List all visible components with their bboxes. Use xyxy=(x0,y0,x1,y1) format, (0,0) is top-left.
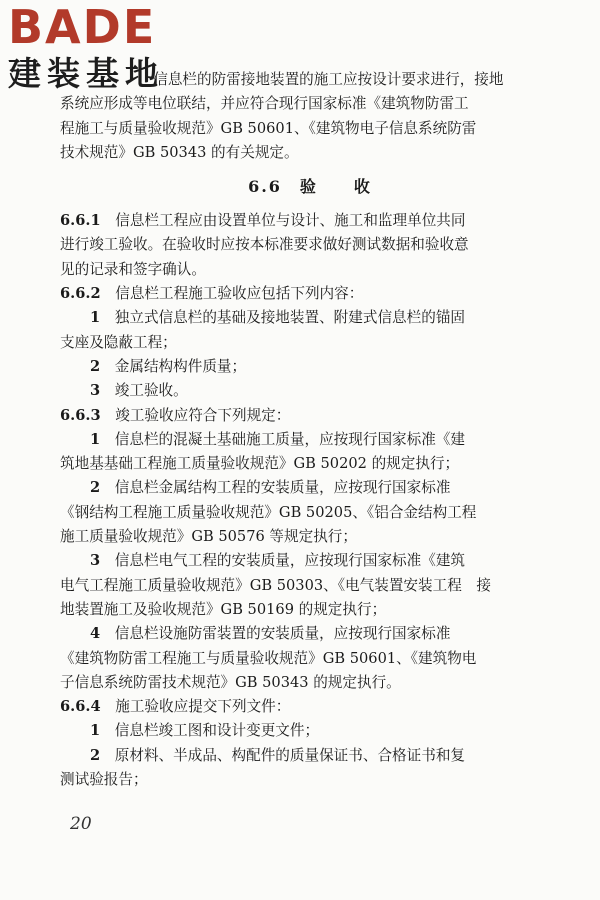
list-item-cont: 子信息系统防雷技术规范》GB 50343 的规定执行。 xyxy=(60,673,401,691)
item-text: 独立式信息栏的基础及接地装置、附建式信息栏的锚固 xyxy=(114,309,466,327)
clause-text: 信息栏工程应由设置单位与设计、施工和监理单位共同 xyxy=(115,212,466,230)
list-item-cont: 电气工程施工质量验收规范》GB 50303、《电气装置安装工程 接 xyxy=(60,576,491,594)
clause-number: 6.6.2 xyxy=(60,285,101,303)
list-item-cont: 地装置施工及验收规范》GB 50169 的规定执行； xyxy=(60,600,387,618)
list-item-cont: 支座及隐蔽工程； xyxy=(60,333,177,351)
item-number: 4 xyxy=(90,625,101,643)
list-item-cont: 施工质量验收规范》GB 50576 等规定执行； xyxy=(60,528,357,546)
clause-number: 6.6.4 xyxy=(60,698,101,716)
list-item-cont: 筑地基基础工程施工质量验收规范》GB 50202 的规定执行； xyxy=(60,455,460,473)
logo-brand-cn: 建装基地 xyxy=(8,54,164,93)
clause-number: 6.6.3 xyxy=(60,406,101,424)
list-item xyxy=(60,744,560,768)
item-number: 2 xyxy=(90,357,101,375)
paragraph-line: 程施工与质量验收规范》GB 50601、《建筑物电子信息系统防雷 xyxy=(60,119,477,137)
item-number: 1 xyxy=(90,430,101,448)
item-number: 3 xyxy=(90,552,101,570)
list-item xyxy=(60,428,560,452)
clause-line xyxy=(60,695,560,719)
item-text: 信息栏电气工程的安装质量，应按现行国家标准《建筑 xyxy=(114,552,466,570)
clause-text: 信息栏的防雷接地装置的施工应按设计要求进行，接地 xyxy=(153,71,504,88)
list-item xyxy=(60,719,560,743)
clause-line xyxy=(60,404,560,428)
list-item xyxy=(60,549,560,573)
item-number: 3 xyxy=(90,382,101,400)
clause-text: 施工验收应提交下列文件： xyxy=(115,698,291,716)
item-number: 1 xyxy=(90,309,101,327)
item-number: 2 xyxy=(90,479,101,497)
bade-logo xyxy=(8,2,178,102)
clause-number: 6.6.1 xyxy=(60,212,101,230)
item-text: 金属结构构件质量； xyxy=(114,357,247,375)
item-text: 信息栏设施防雷装置的安装质量，应按现行国家标准 xyxy=(114,625,451,643)
item-text: 信息栏的混凝土基础施工质量，应按现行国家标准《建 xyxy=(114,430,466,448)
list-item xyxy=(60,306,560,330)
item-text: 原材料、半成品、构配件的质量保证书、合格证书和复 xyxy=(114,746,466,764)
item-text: 信息栏金属结构工程的安装质量，应按现行国家标准 xyxy=(114,479,451,497)
clause-line xyxy=(60,209,560,233)
item-text: 信息栏竣工图和设计变更文件； xyxy=(114,722,320,740)
list-item-cont: 《钢结构工程施工质量验收规范》GB 50205、《铝合金结构工程 xyxy=(60,503,477,521)
item-text: 竣工验收。 xyxy=(114,382,188,400)
section-title: 6.6 验 收 xyxy=(248,177,372,197)
document-body xyxy=(60,68,560,792)
item-number: 1 xyxy=(90,722,101,740)
list-item-cont: 测试验报告； xyxy=(60,771,148,789)
list-item xyxy=(60,355,560,379)
page-number: 20 xyxy=(70,814,92,834)
list-item xyxy=(60,379,560,403)
item-number: 2 xyxy=(90,746,101,764)
clause-line: 见的记录和签字确认。 xyxy=(60,260,206,278)
clause-text: 信息栏工程施工验收应包括下列内容： xyxy=(115,285,364,303)
paragraph-line: 技术规范》GB 50343 的有关规定。 xyxy=(60,143,299,161)
list-item xyxy=(60,622,560,646)
clause-line xyxy=(60,282,560,306)
logo-brand-text: BADE xyxy=(8,0,157,54)
paragraph-line: 系统应形成等电位联结，并应符合现行国家标准《建筑物防雷工 xyxy=(60,95,469,113)
list-item xyxy=(60,476,560,500)
clause-text: 竣工验收应符合下列规定： xyxy=(115,406,291,424)
list-item-cont: 《建筑物防雷工程施工与质量验收规范》GB 50601、《建筑物电 xyxy=(60,649,477,667)
clause-line: 进行竣工验收。在验收时应按本标准要求做好测试数据和验收意 xyxy=(60,236,469,254)
